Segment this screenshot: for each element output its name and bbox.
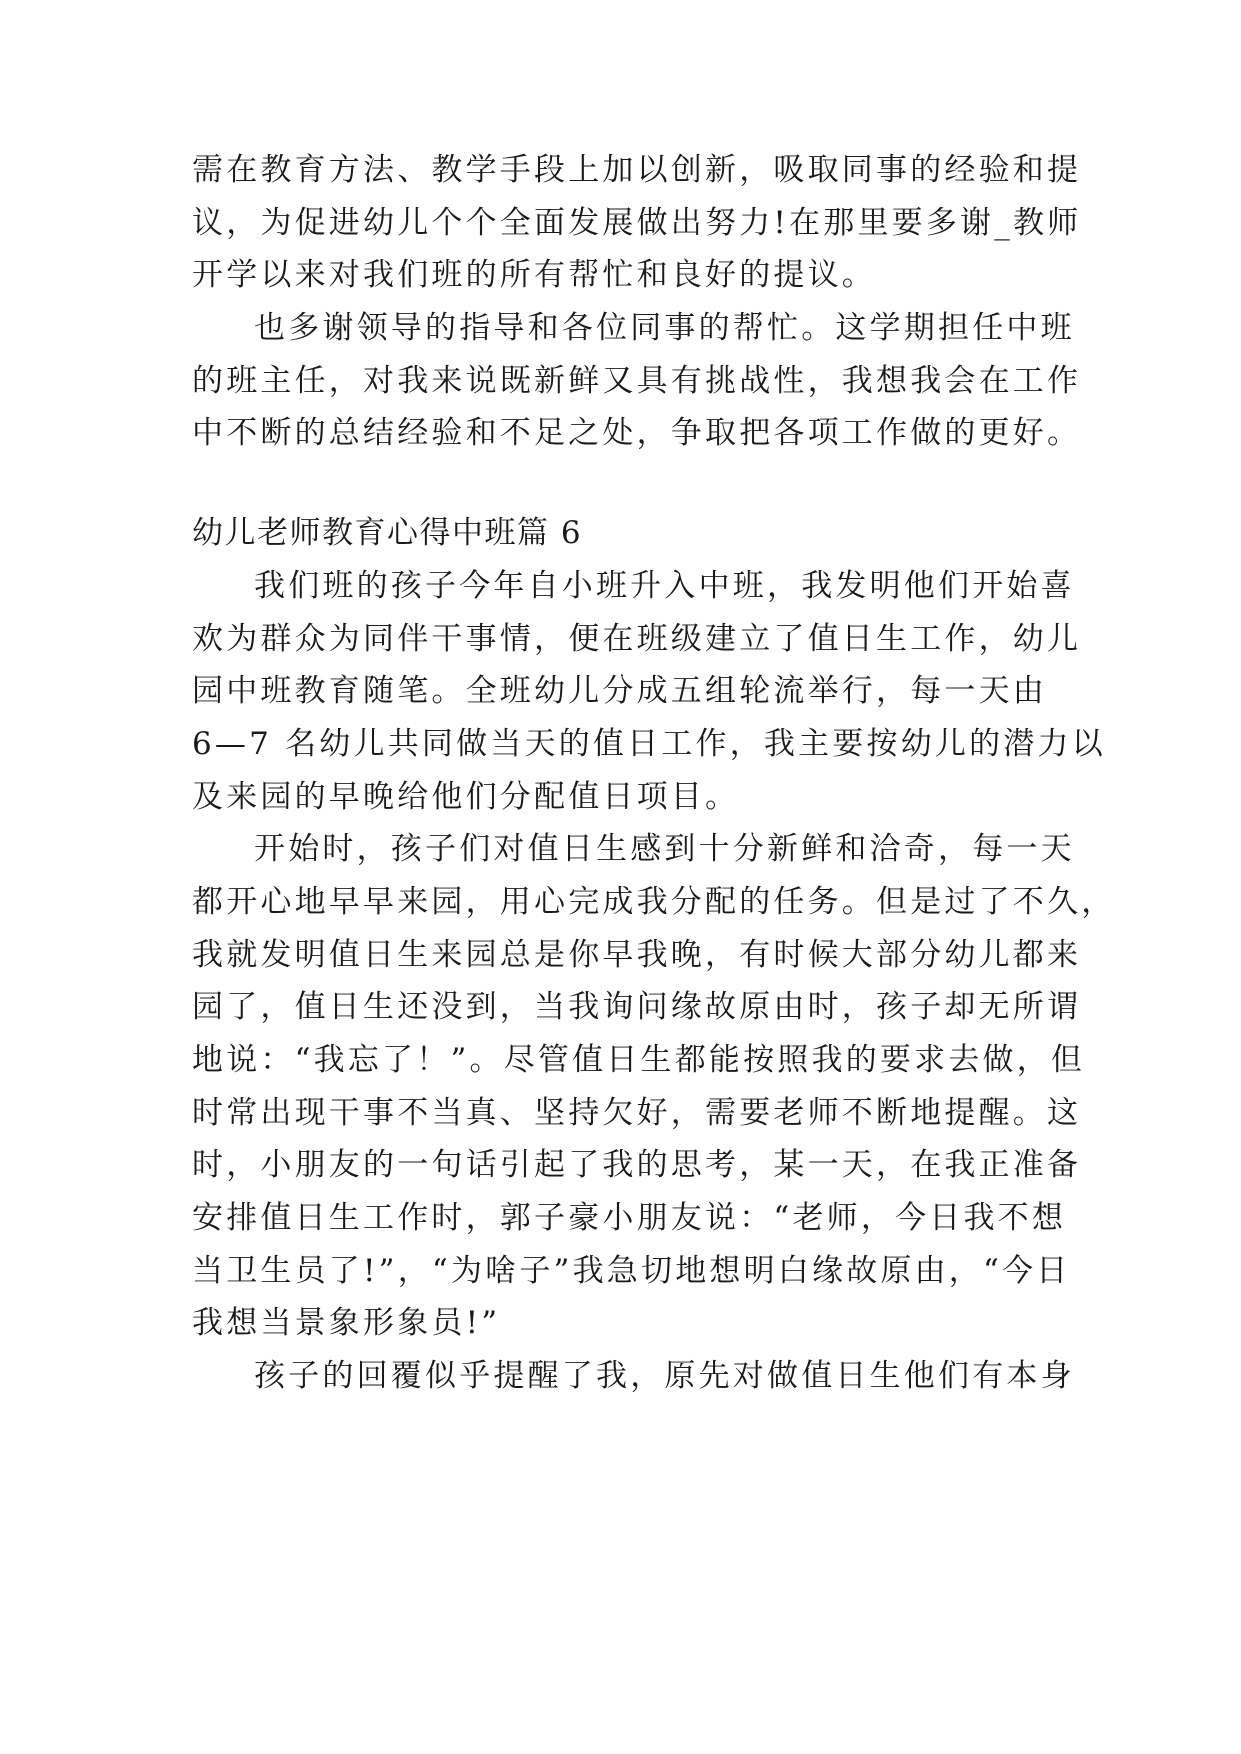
text-line: 当卫生员了!”，“为啥子”我急切地想明白缘故原由，“今日 [192, 1253, 1071, 1289]
text-line: 议，为促进幼儿个个全面发展做出努力!在那里要多谢_教师 [192, 205, 1082, 241]
text-line: 安排值日生工作时，郭子豪小朋友说：“老师，今日我不想 [192, 1200, 1067, 1236]
text-line: 时，小朋友的一句话引起了我的思考，某一天，在我正准备 [192, 1147, 1082, 1183]
text-line: 欢为群众为同伴干事情，便在班级建立了值日生工作，幼儿 [192, 621, 1082, 657]
text-line: 开始时，孩子们对值日生感到十分新鲜和洽奇，每一天 [254, 831, 1075, 867]
text-line: 我就发明值日生来园总是你早我晚，有时候大部分幼儿都来 [192, 937, 1082, 973]
text-line: 园了，值日生还没到，当我询问缘故原由时，孩子却无所谓 [192, 989, 1082, 1025]
text-line: 中不断的总结经验和不足之处，争取把各项工作做的更好。 [192, 415, 1082, 451]
text-line: 都开心地早早来园，用心完成我分配的任务。但是过了不久， [192, 884, 1116, 920]
text-line: 也多谢领导的指导和各位同事的帮忙。这学期担任中班 [254, 310, 1075, 346]
text-line: 园中班教育随笔。全班幼儿分成五组轮流举行，每一天由 [192, 673, 1047, 709]
text-line: 的班主任，对我来说既新鲜又具有挑战性，我想我会在工作 [192, 363, 1082, 399]
text-line: 地说：“我忘了！”。尽管值日生都能按照我的要求去做，但 [192, 1042, 1086, 1078]
text-line: 6—7 名幼儿共同做当天的值日工作，我主要按幼儿的潜力以 [192, 726, 1106, 762]
section-heading: 幼儿老师教育心得中班篇 6 [192, 515, 583, 551]
text-line: 我想当景象形象员!” [192, 1305, 501, 1341]
text-line: 及来园的早晚给他们分配值日项目。 [192, 779, 740, 815]
text-line: 时常出现干事不当真、坚持欠好，需要老师不断地提醒。这 [192, 1095, 1082, 1131]
text-line: 孩子的回覆似乎提醒了我，原先对做值日生他们有本身 [254, 1358, 1075, 1394]
text-line: 开学以来对我们班的所有帮忙和良好的提议。 [192, 257, 876, 293]
text-line: 需在教育方法、教学手段上加以创新，吸取同事的经验和提 [192, 152, 1082, 188]
text-line: 我们班的孩子今年自小班升入中班，我发明他们开始喜 [254, 568, 1075, 604]
